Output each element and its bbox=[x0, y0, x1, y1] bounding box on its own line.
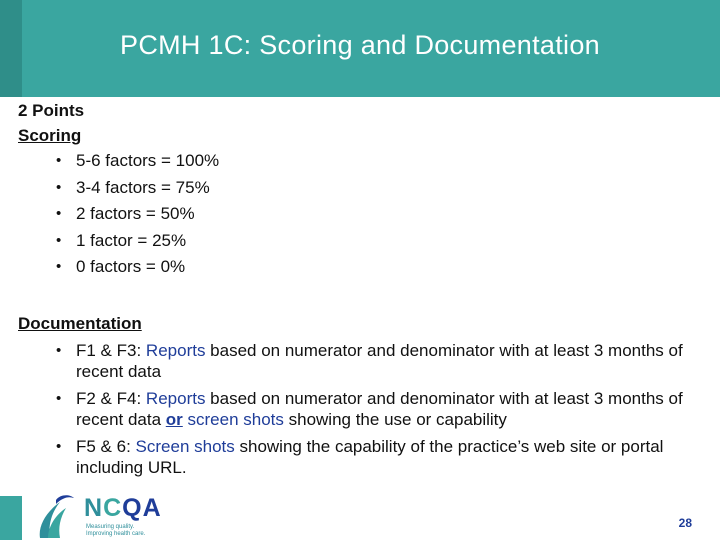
item-text: based on numerator and denominator with at least 3 months of recent data bbox=[76, 388, 683, 429]
title-banner bbox=[0, 0, 720, 97]
scoring-item: • 1 factor = 25% bbox=[18, 228, 708, 255]
slide-body bbox=[18, 98, 708, 479]
item-text: showing the use or capability bbox=[283, 410, 507, 429]
documentation-item bbox=[18, 436, 708, 479]
item-text: showing the capability of the practice’s web site or portal including URL. bbox=[76, 436, 664, 477]
or-emphasis: or bbox=[165, 410, 183, 429]
reports-term: Reports bbox=[145, 340, 206, 360]
slide-title: PCMH 1C: Scoring and Documentation bbox=[120, 30, 600, 60]
scoring-item: • 3-4 factors = 75% bbox=[18, 175, 708, 202]
item-text: based on numerator and denominator with at least 3 months of recent data bbox=[76, 340, 683, 381]
ncqa-tagline: Measuring quality. Improving health care. bbox=[86, 524, 146, 537]
factor-label: F5 & 6: bbox=[76, 436, 136, 456]
documentation-item bbox=[18, 340, 708, 383]
ncqa-swoosh-icon bbox=[34, 494, 84, 540]
footer-edge-stripe bbox=[0, 496, 22, 540]
documentation-heading: Documentation bbox=[18, 313, 142, 333]
scoring-item: • 0 factors = 0% bbox=[18, 254, 708, 281]
ncqa-logo bbox=[34, 494, 164, 540]
documentation-item bbox=[18, 388, 708, 431]
screen-shots-term: Screen shots bbox=[135, 436, 235, 456]
points-label: 2 Points bbox=[18, 101, 85, 120]
reports-term: Reports bbox=[145, 388, 206, 408]
scoring-item: • 5-6 factors = 100% bbox=[18, 148, 708, 175]
scoring-heading: Scoring bbox=[18, 126, 82, 145]
ncqa-wordmark: NCQA bbox=[84, 494, 162, 522]
documentation-list bbox=[18, 340, 708, 479]
factor-label: F2 & F4: bbox=[76, 388, 146, 408]
page-number: 28 bbox=[678, 516, 692, 530]
scoring-item: • 2 factors = 50% bbox=[18, 201, 708, 228]
screen-shots-term: screen shots bbox=[182, 410, 284, 429]
scoring-list bbox=[18, 148, 708, 281]
factor-label: F1 & F3: bbox=[76, 340, 146, 360]
